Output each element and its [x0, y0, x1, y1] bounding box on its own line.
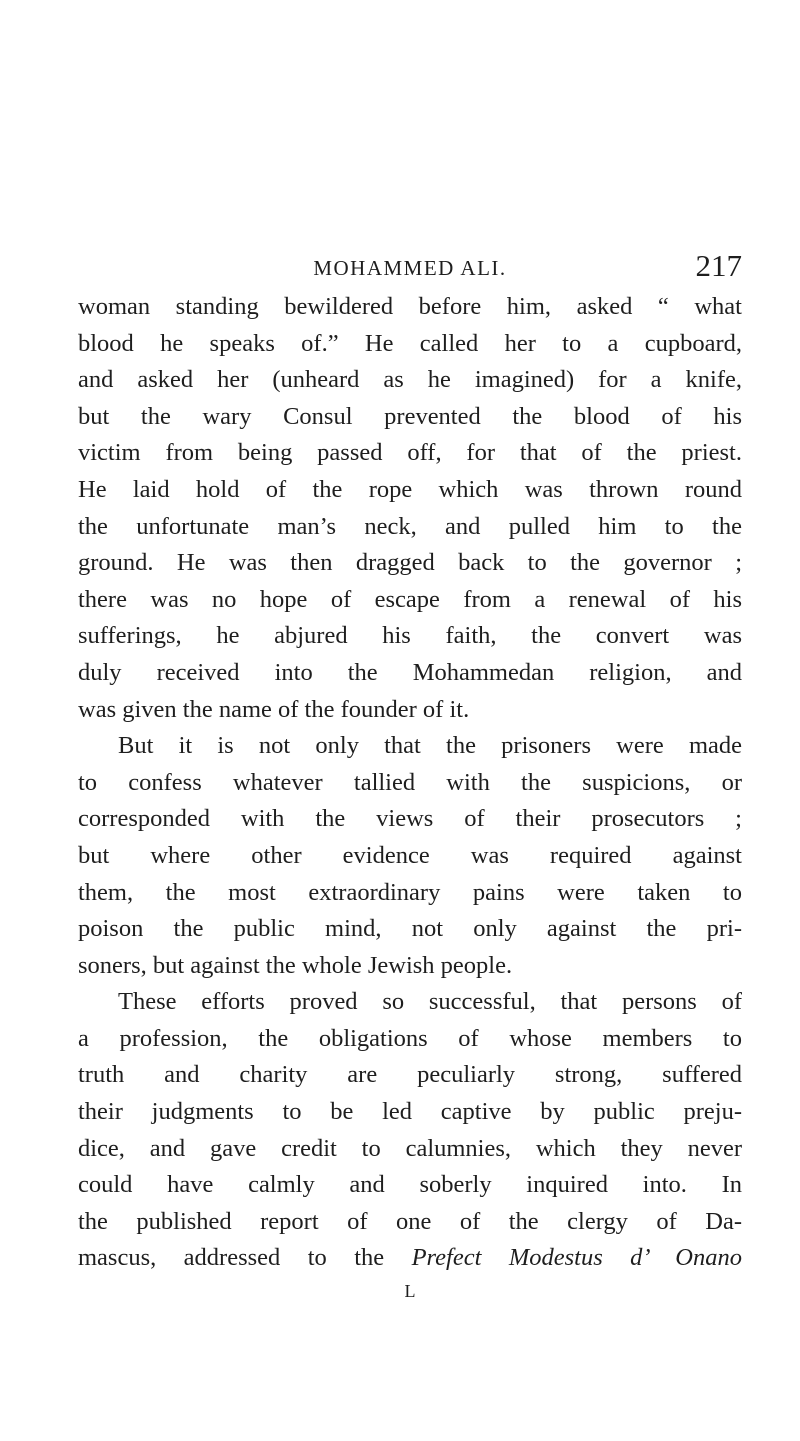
italic-name: Prefect Modestus d’ Onano — [411, 1244, 742, 1272]
text-line: and asked her (unheard as he imagined) for a knife, — [78, 366, 742, 394]
text-line: corresponded with the views of their prosecutors ; — [78, 805, 742, 833]
signature-mark: L — [404, 1281, 416, 1301]
text-line: victim from being passed off, for that of the priest. — [78, 439, 742, 467]
text-line: truth and charity are peculiarly strong, suffered — [78, 1061, 742, 1089]
text-line: dice, and gave credit to calumnies, which they never — [78, 1134, 742, 1162]
text-line: but where other evidence was required against — [78, 841, 742, 869]
text-line: there was no hope of escape from a renewal of his — [78, 585, 742, 613]
body-text — [78, 289, 742, 1277]
text-line: a profession, the obligations of whose members to — [78, 1024, 742, 1052]
paragraph-start-line: These efforts proved so successful, that persons of — [118, 988, 742, 1016]
text-line: sufferings, he abjured his faith, the convert was — [78, 622, 742, 650]
text-line: their judgments to be led captive by public preju- — [78, 1098, 742, 1126]
text-line: blood he speaks of.” He called her to a cupboard, — [78, 329, 742, 357]
text-line: He laid hold of the rope which was thrown round — [78, 475, 742, 503]
paragraph-start-line: But it is not only that the prisoners were made — [118, 732, 742, 760]
text-line: could have calmly and soberly inquired into. In — [78, 1171, 742, 1199]
page-number: 217 — [695, 248, 742, 283]
text-line: woman standing bewildered before him, asked “ what — [78, 293, 742, 320]
text-line-start: mascus, addressed to the — [78, 1244, 412, 1272]
text-line: poison the public mind, not only against the pri- — [78, 915, 742, 943]
text-line: to confess whatever tallied with the suspicions, or — [78, 768, 742, 796]
text-line-with-italic — [78, 1240, 742, 1277]
text-line: but the wary Consul prevented the blood of his — [78, 402, 742, 430]
text-line: the published report of one of the clergy of Da- — [78, 1207, 742, 1235]
page-header — [78, 246, 742, 286]
paragraph-end-line: soners, but against the whole Jewish people. — [78, 951, 513, 979]
text-line: duly received into the Mohammedan religion, and — [78, 658, 742, 686]
text-line: ground. He was then dragged back to the governor ; — [78, 549, 742, 577]
text-line: them, the most extraordinary pains were taken to — [78, 878, 742, 906]
paragraph-end-line: was given the name of the founder of it. — [78, 695, 470, 723]
running-title: MOHAMMED ALI. — [313, 256, 507, 280]
text-line: the unfortunate man’s neck, and pulled him to the — [78, 512, 742, 540]
